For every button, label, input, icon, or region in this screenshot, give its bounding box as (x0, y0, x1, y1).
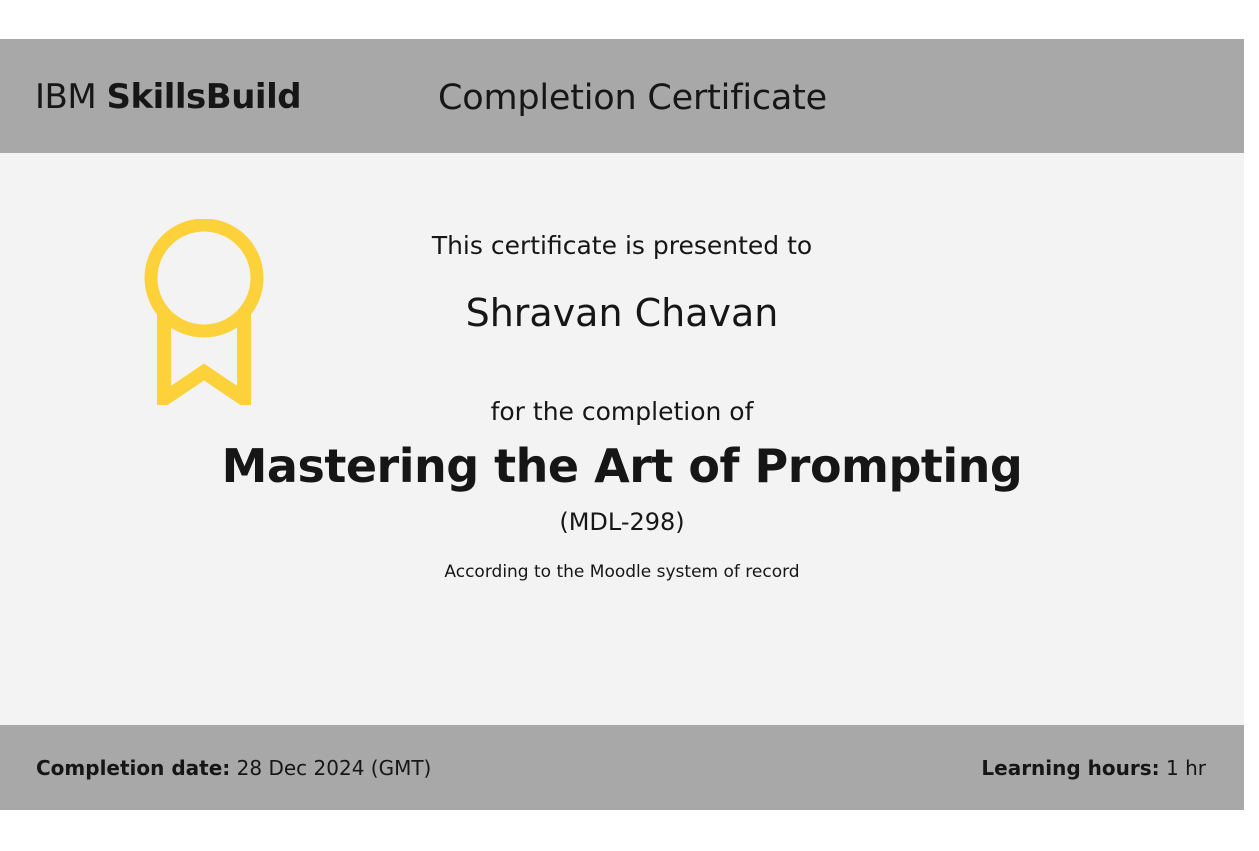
completion-date-value: 28 Dec 2024 (GMT) (236, 756, 432, 780)
presented-to-text: This certificate is presented to (431, 231, 813, 260)
learning-hours-label: Learning hours: (981, 756, 1160, 780)
brand-skillsbuild: SkillsBuild (106, 77, 302, 117)
completion-date (36, 755, 431, 781)
course-code: (MDL-298) (559, 508, 685, 536)
course-title: Mastering the Art of Prompting (221, 439, 1023, 493)
completion-of-text: for the completion of (490, 397, 754, 426)
completion-date-label: Completion date: (36, 756, 231, 780)
certificate-type-title: Completion Certificate (438, 78, 827, 118)
learning-hours (981, 755, 1206, 781)
header-band (0, 39, 1244, 153)
record-note: According to the Moodle system of record (444, 562, 800, 582)
brand-ibm: IBM (35, 77, 97, 117)
learning-hours-value: 1 hr (1166, 756, 1206, 780)
recipient-name: Shravan Chavan (465, 291, 779, 335)
brand-logo (35, 77, 301, 117)
footer-band (0, 725, 1244, 810)
